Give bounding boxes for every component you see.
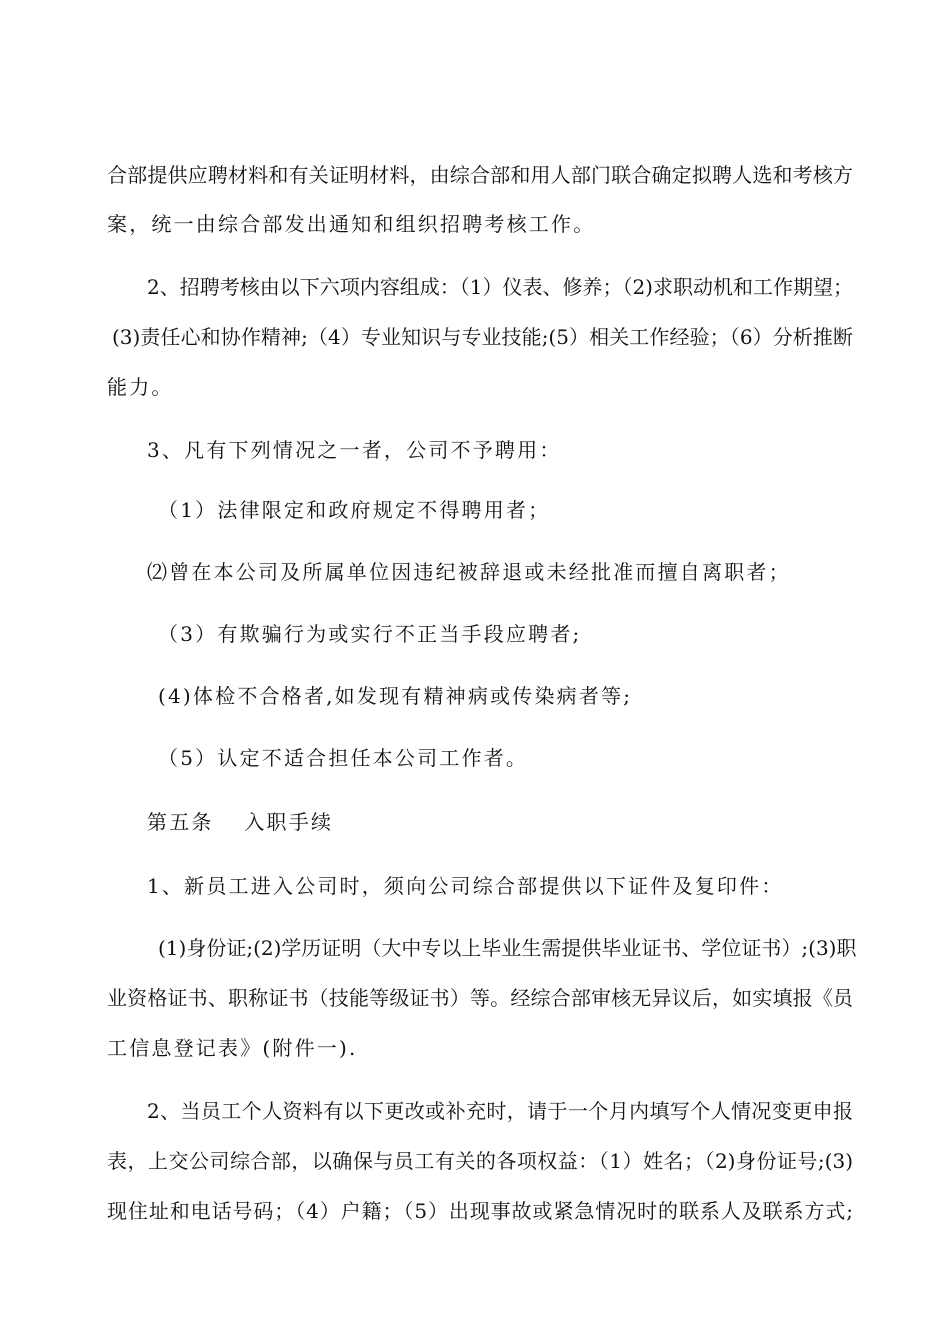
text-line-13: 1、新员工进入公司时，须向公司综合部提供以下证件及复印件： (147, 874, 784, 898)
text-line-18: 表，上交公司综合部，以确保与员工有关的各项权益：（1）姓名；（2)身份证号;(3) (107, 1149, 853, 1173)
text-line-14: (1)身份证;(2)学历证明（大中专以上毕业生需提供毕业证书、学位证书）;(3)职 (158, 936, 857, 960)
text-line-11: （5）认定不适合担任本公司工作者。 (158, 746, 529, 770)
text-line-10: (4)体检不合格者,如发现有精神病或传染病者等; (158, 684, 633, 708)
text-line-19: 现住址和电话号码；（4）户籍；（5）出现事故或紧急情况时的联系人及联系方式; (107, 1199, 853, 1223)
text-line-7: （1）法律限定和政府规定不得聘用者； (158, 498, 551, 522)
text-line-4: (3)责任心和协作精神;（4）专业知识与专业技能;(5）相关工作经验；（6）分析推断 (112, 325, 853, 349)
text-line-5: 能力。 (107, 375, 174, 399)
section-heading: 第五条 入职手续 (147, 810, 334, 834)
text-line-16: 工信息登记表》(附件一). (107, 1036, 358, 1060)
text-line-17: 2、当员工个人资料有以下更改或补充时，请于一个月内填写个人情况变更申报 (147, 1099, 853, 1123)
text-line-8: ⑵曾在本公司及所属单位因违纪被辞退或未经批准而擅自离职者； (147, 560, 791, 584)
text-line-3: 2、招聘考核由以下六项内容组成：（1）仪表、修养；（2)求职动机和工作期望； (147, 275, 853, 299)
text-line-1: 合部提供应聘材料和有关证明材料，由综合部和用人部门联合确定拟聘人选和考核方 (107, 163, 853, 187)
text-line-2: 案，统一由综合部发出通知和组织招聘考核工作。 (107, 212, 596, 236)
text-line-15: 业资格证书、职称证书（技能等级证书）等。经综合部审核无异议后，如实填报《员 (107, 986, 853, 1010)
text-line-9: （3）有欺骗行为或实行不正当手段应聘者; (158, 622, 582, 646)
text-line-6: 3、凡有下列情况之一者，公司不予聘用： (147, 438, 562, 462)
